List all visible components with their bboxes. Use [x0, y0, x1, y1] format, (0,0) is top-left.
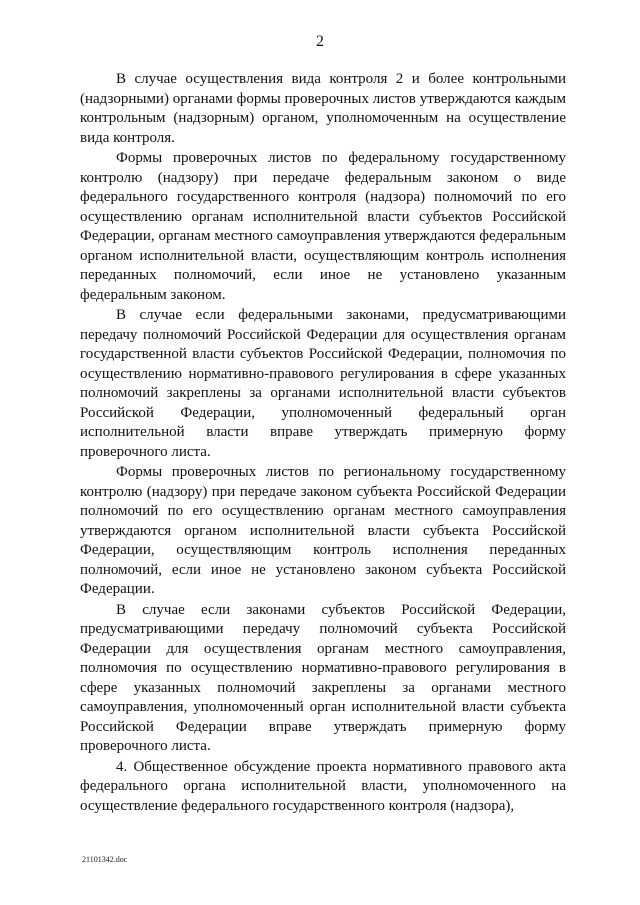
paragraph-6: 4. Общественное обсуждение проекта нормативного правового акта федерального органа исполнительной власти, уполномоченного на осуществление федерального государственного контроля (надзора),	[80, 758, 566, 814]
paragraph-3: В случае если федеральными законами, предусматривающими передачу полномочий Российской Федерации для осуществления органам государственной власти субъектов Российской Федерации, полномочия по осуществлению нормативно-правового регулирования в сфере указанных полномочий закреплены за органами исполнительной власти субъектов Российской Федерации, уполномоченный федеральный орган исполнительной власти вправе утверждать примерную форму проверочного листа.	[80, 307, 566, 460]
page-number: 2	[316, 33, 324, 50]
paragraph-5: В случае если законами субъектов Российской Федерации, предусматривающими передачу полномочий субъекта Российской Федерации для осуществления органам местного самоуправления, полномочия по осуществлению нормативно-правового регулирования в сфере указанных полномочий закреплены за органами местного самоуправления, уполномоченный орган исполнительной власти субъекта Российской Федерации вправе утверждать примерную форму проверочного листа.	[80, 601, 566, 754]
paragraph-1: В случае осуществления вида контроля 2 и более контрольными (надзорными) органами формы проверочных листов утверждаются каждым контрольным (надзорным) органом, уполномоченным на осуществление вида контроля.	[80, 71, 566, 146]
document-body	[80, 70, 566, 817]
paragraph-2: Формы проверочных листов по федеральному государственному контролю (надзору) при передаче федеральным законом о виде федерального государственного контроля (надзора) полномочий по его осуществлению органам исполнительной власти субъектов Российской Федерации, органам местного самоуправления утверждаются федеральным органом исполнительной власти, осуществляющим контроль исполнения переданных полномочий, если иное не установлено указанным федеральным законом.	[80, 150, 566, 303]
footer-file-code: 21101342.doc	[82, 855, 128, 864]
paragraph-4: Формы проверочных листов по региональному государственному контролю (надзору) при передаче законом субъекта Российской Федерации полномочий по его осуществлению органам местного самоуправления утверждаются органом исполнительной власти субъекта Российской Федерации, осуществляющим контроль исполнения переданных полномочий, если иное не установлено законом субъекта Российской Федерации.	[80, 464, 566, 597]
